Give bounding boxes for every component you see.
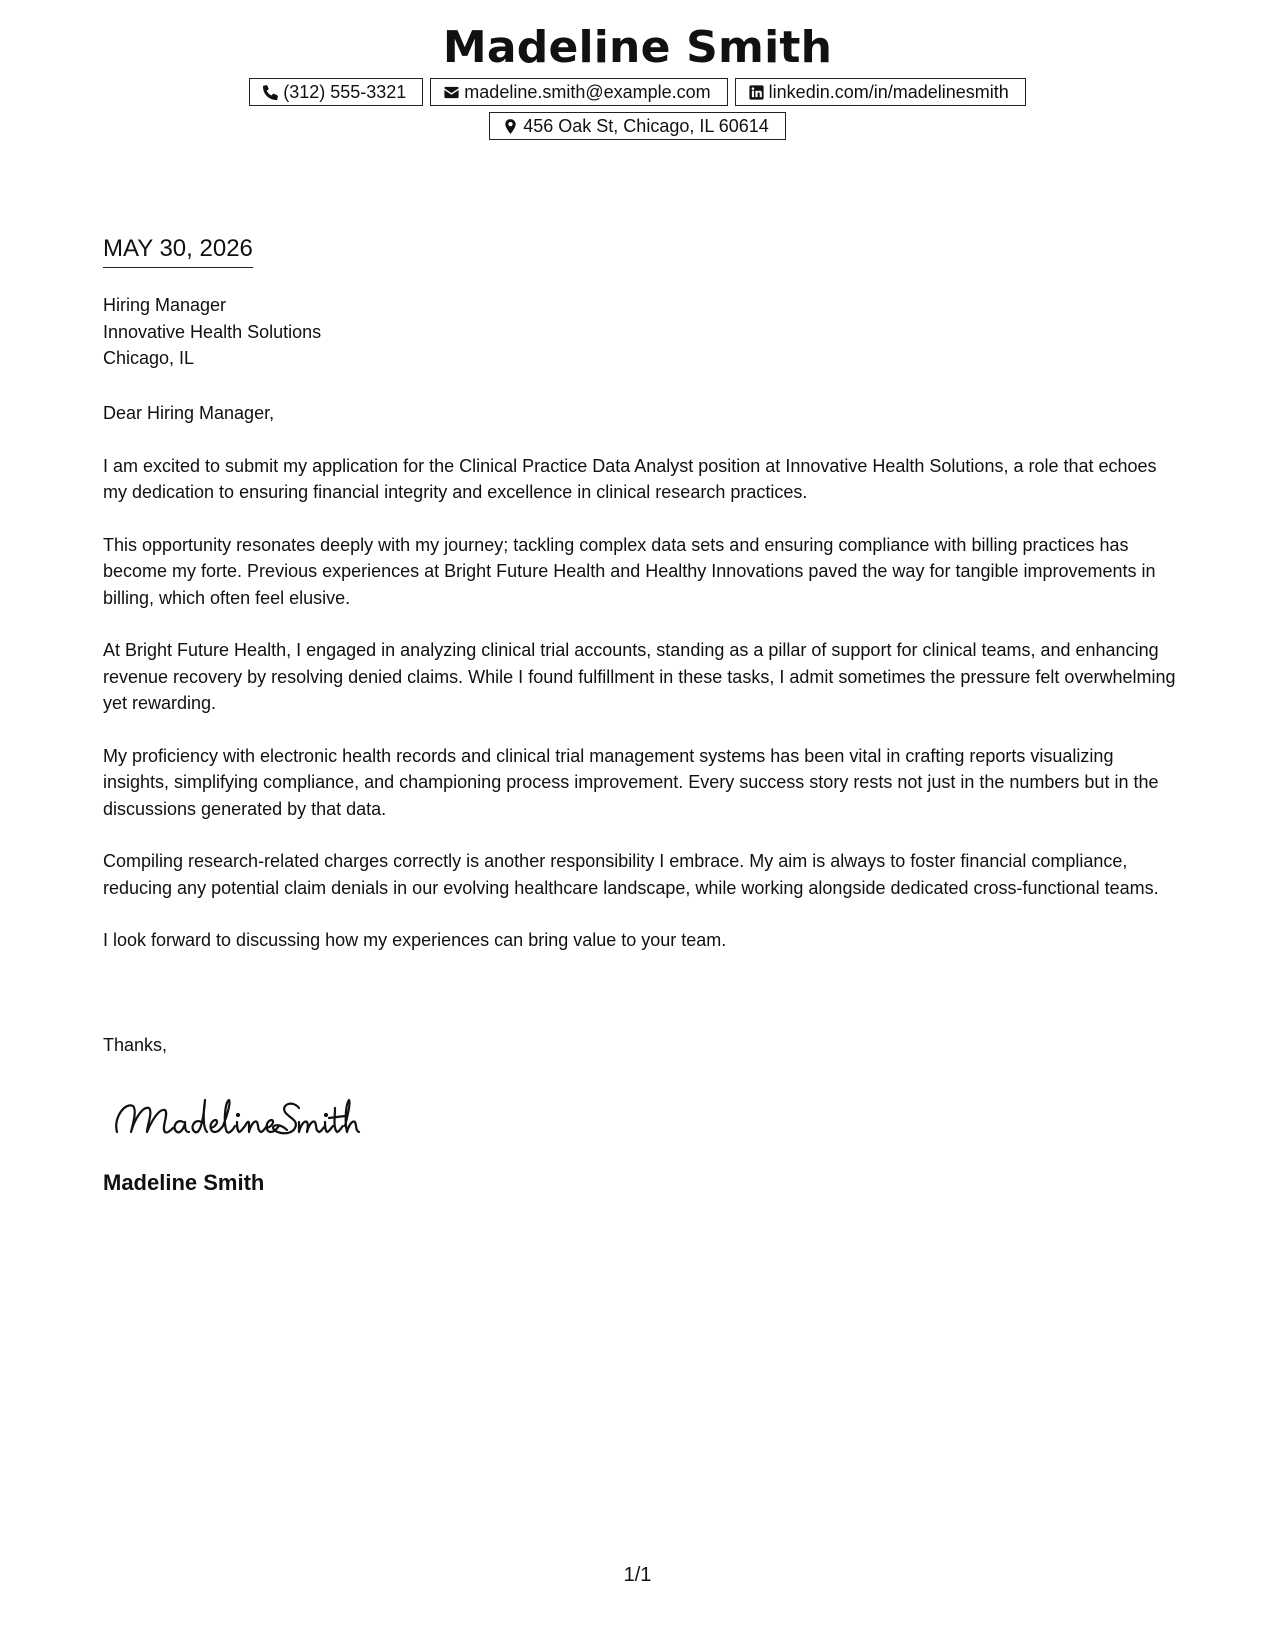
linkedin-icon — [748, 84, 765, 101]
linkedin-text: linkedin.com/in/madelinesmith — [768, 81, 1009, 102]
closing: Thanks, — [103, 1035, 168, 1055]
paragraph-4: My proficiency with electronic health records and clinical trial management systems has been vital in crafting reports visualizing insights, simplifying compliance, and championing process improvement. Every success story rests not just in the numbers but in the discussions generated by that data. — [103, 745, 1159, 819]
phone-text: (312) 555-3321 — [283, 81, 407, 102]
contact-email — [430, 78, 727, 106]
signer-name: Madeline Smith — [103, 1170, 265, 1195]
page-number: 1/1 — [623, 1564, 652, 1586]
address-text: 456 Oak St, Chicago, IL 60614 — [523, 115, 769, 136]
contact-address — [489, 112, 786, 140]
contact-phone — [249, 78, 423, 106]
contact-row-secondary — [0, 112, 1275, 140]
recipient-block — [103, 292, 321, 372]
letter-body — [103, 400, 1183, 980]
letter-date: MAY 30, 2026 — [103, 233, 253, 268]
letter-header — [0, 18, 1275, 140]
phone-icon — [262, 84, 279, 101]
recipient-title: Hiring Manager — [103, 295, 227, 315]
salutation: Dear Hiring Manager, — [103, 403, 275, 423]
paragraph-3: At Bright Future Health, I engaged in analyzing clinical trial accounts, standing as a pillar of support for clinical teams, and enhancing revenue recovery by resolving denied claims. While I found fulfillment in these tasks, I admit sometimes the pressure felt overwhelming yet rewarding. — [103, 640, 1176, 713]
recipient-company: Innovative Health Solutions — [103, 321, 322, 342]
signature-drawing — [103, 1088, 363, 1148]
paragraph-6: I look forward to discussing how my experiences can bring value to your team. — [103, 930, 727, 950]
email-text: madeline.smith@example.com — [464, 81, 711, 102]
map-pin-icon — [502, 118, 519, 135]
paragraph-5: Compiling research-related charges correctly is another responsibility I embrace. My aim is always to foster financial compliance, reducing any potential claim denials in our evolving healthcare landscape, while working alongside dedicated cross-functional teams. — [103, 851, 1159, 898]
paragraph-2: This opportunity resonates deeply with my journey; tackling complex data sets and ensuring compliance with billing practices has become my forte. Previous experiences at Bright Future Health and Healthy Innovations paved the way for tangible improvements in billing, which often feel elusive. — [103, 534, 1156, 608]
applicant-name: Madeline Smith — [442, 22, 833, 73]
contact-linkedin — [735, 78, 1026, 106]
handwritten-signature — [103, 1088, 363, 1148]
paragraph-1: I am excited to submit my application for the Clinical Practice Data Analyst position at Innovative Health Solutions, a role that echoes my dedication to ensuring financial integrity and excellence in clinical research practices. — [103, 455, 1157, 502]
recipient-location: Chicago, IL — [103, 348, 195, 368]
envelope-icon — [443, 84, 460, 101]
contact-row-primary — [0, 78, 1275, 106]
